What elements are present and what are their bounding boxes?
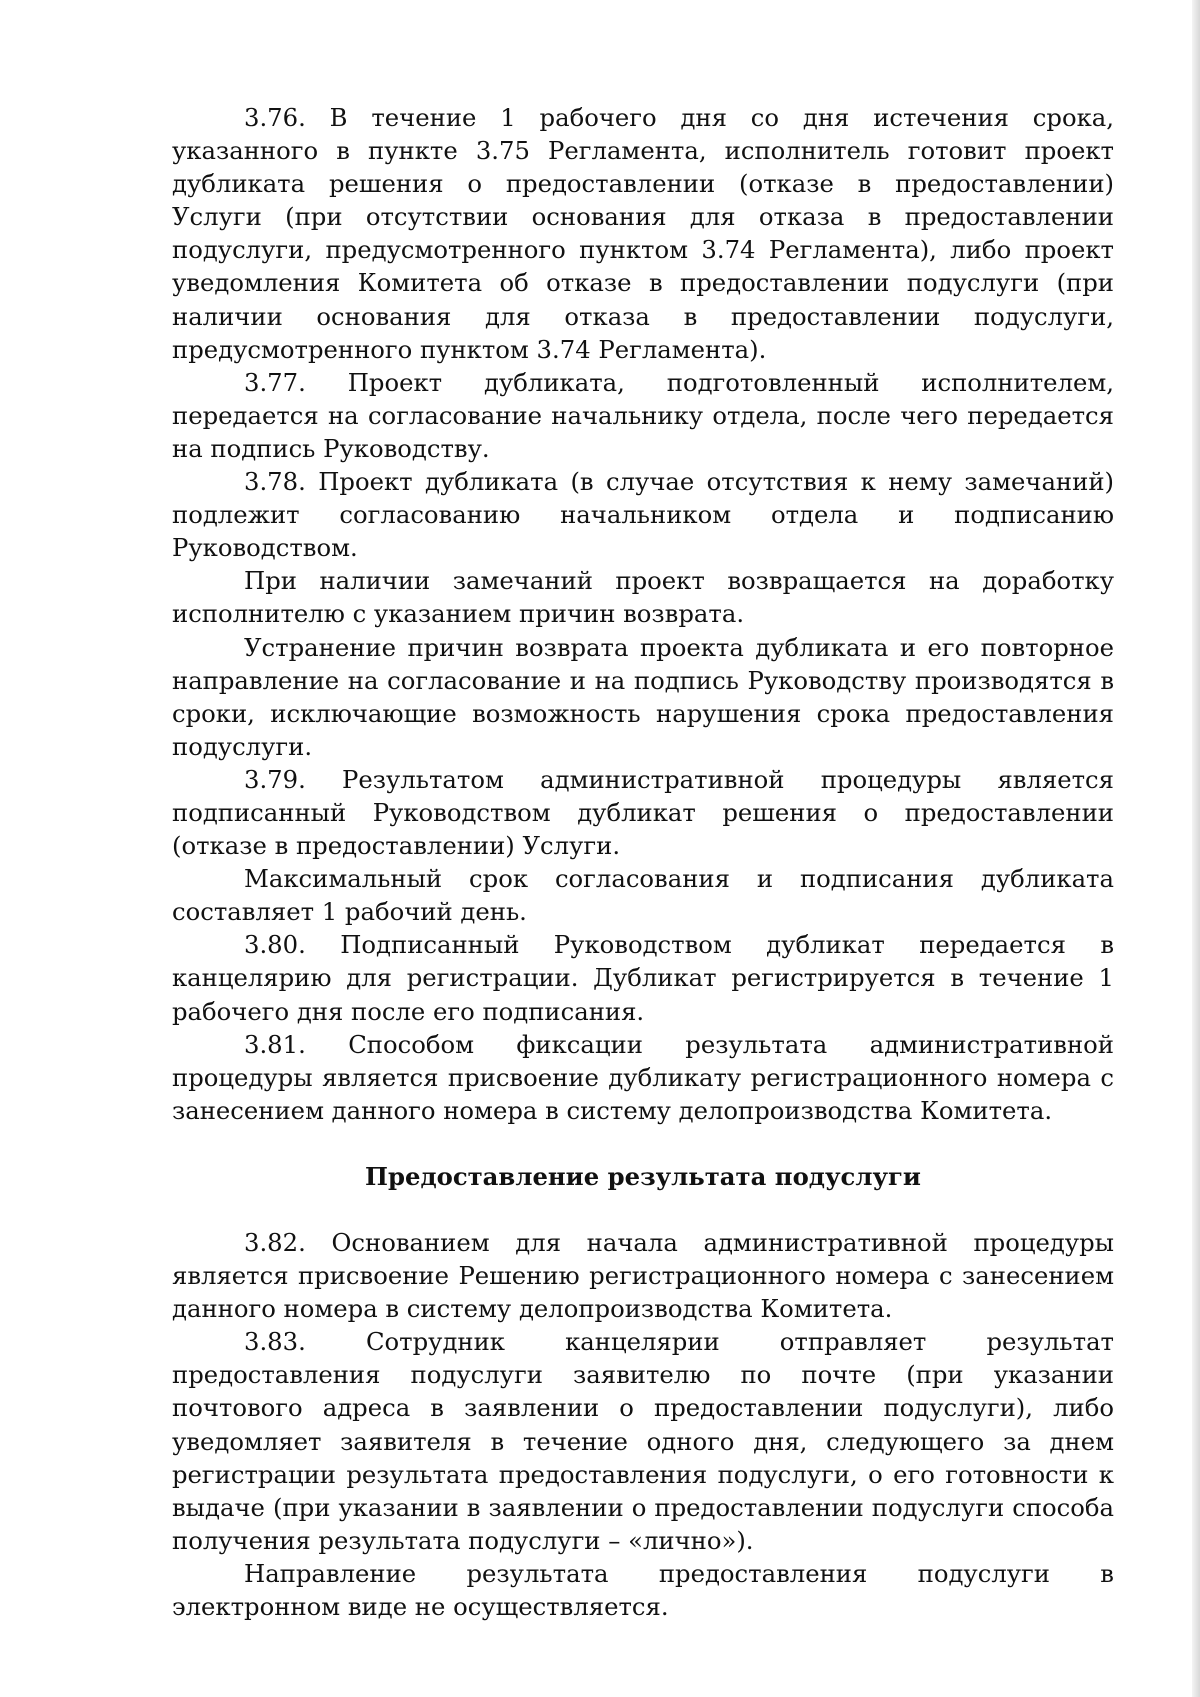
paragraph-3-83: 3.83. Сотрудник канцелярии отправляет результат предоставления подуслуги заявителю по почте (при указании почтового адреса в заявлении о предоставлении подуслуги), либо уведомляет заявителя в течение одного дня, следующего за днем регистрации результата предоставления подуслуги, о его готовности к выдаче (при указании в заявлении о предоставлении подуслуги способа получения результата подуслуги – «лично»). xyxy=(172,1327,1114,1555)
paragraph-3-79: 3.79. Результатом административной процедуры является подписанный Руководством дубликат решения о предоставлении (отказе в предоставлении) Услуги. xyxy=(172,764,1114,861)
paragraph-elimination: Устранение причин возврата проекта дубликата и его повторное направление на согласование и на подпись Руководству производятся в сроки, исключающие возможность нарушения срока предоставления подуслуги. xyxy=(172,632,1114,761)
paragraph-remarks: При наличии замечаний проект возвращается на доработку исполнителю с указанием причин возврата. xyxy=(172,566,1114,629)
paragraph-3-81: 3.81. Способом фиксации результата административной процедуры является присвоение дубликату регистрационного номера с занесением данного номера в систему делопроизводства Комитета. xyxy=(172,1029,1114,1125)
document-body xyxy=(172,101,1114,1623)
paragraph-3-76: 3.76. В течение 1 рабочего дня со дня истечения срока, указанного в пункте 3.75 Регламента, исполнитель готовит проект дубликата решения о предоставлении (отказе в предоставлении) Услуги (при отсутствии основания для отказа в предоставлении подуслуги, предусмотренного пунктом 3.74 Регламента), либо проект уведомления Комитета об отказе в предоставлении подуслуги (при наличии основания для отказа в предоставлении подуслуги, предусмотренного пунктом 3.74 Регламента). xyxy=(172,103,1114,364)
paragraph-3-80: 3.80. Подписанный Руководством дубликат передается в канцелярию для регистрации. Дубликат регистрируется в течение 1 рабочего дня после его подписания. xyxy=(172,930,1114,1026)
section-heading: Предоставление результата подуслуги xyxy=(365,1161,921,1191)
page-edge-shadow xyxy=(1192,0,1200,1697)
paragraph-3-78: 3.78. Проект дубликата (в случае отсутствия к нему замечаний) подлежит согласованию начальником отдела и подписанию Руководством. xyxy=(172,467,1114,563)
paragraph-3-82: 3.82. Основанием для начала административной процедуры является присвоение Решению регистрационного номера с занесением данного номера в систему делопроизводства Комитета. xyxy=(172,1228,1114,1324)
paragraph-max-term: Максимальный срок согласования и подписания дубликата составляет 1 рабочий день. xyxy=(172,864,1114,927)
paragraph-3-77: 3.77. Проект дубликата, подготовленный исполнителем, передается на согласование начальнику отдела, после чего передается на подпись Руководству. xyxy=(172,367,1114,463)
paragraph-electronic: Направление результата предоставления подуслуги в электронном виде не осуществляется. xyxy=(172,1558,1114,1622)
